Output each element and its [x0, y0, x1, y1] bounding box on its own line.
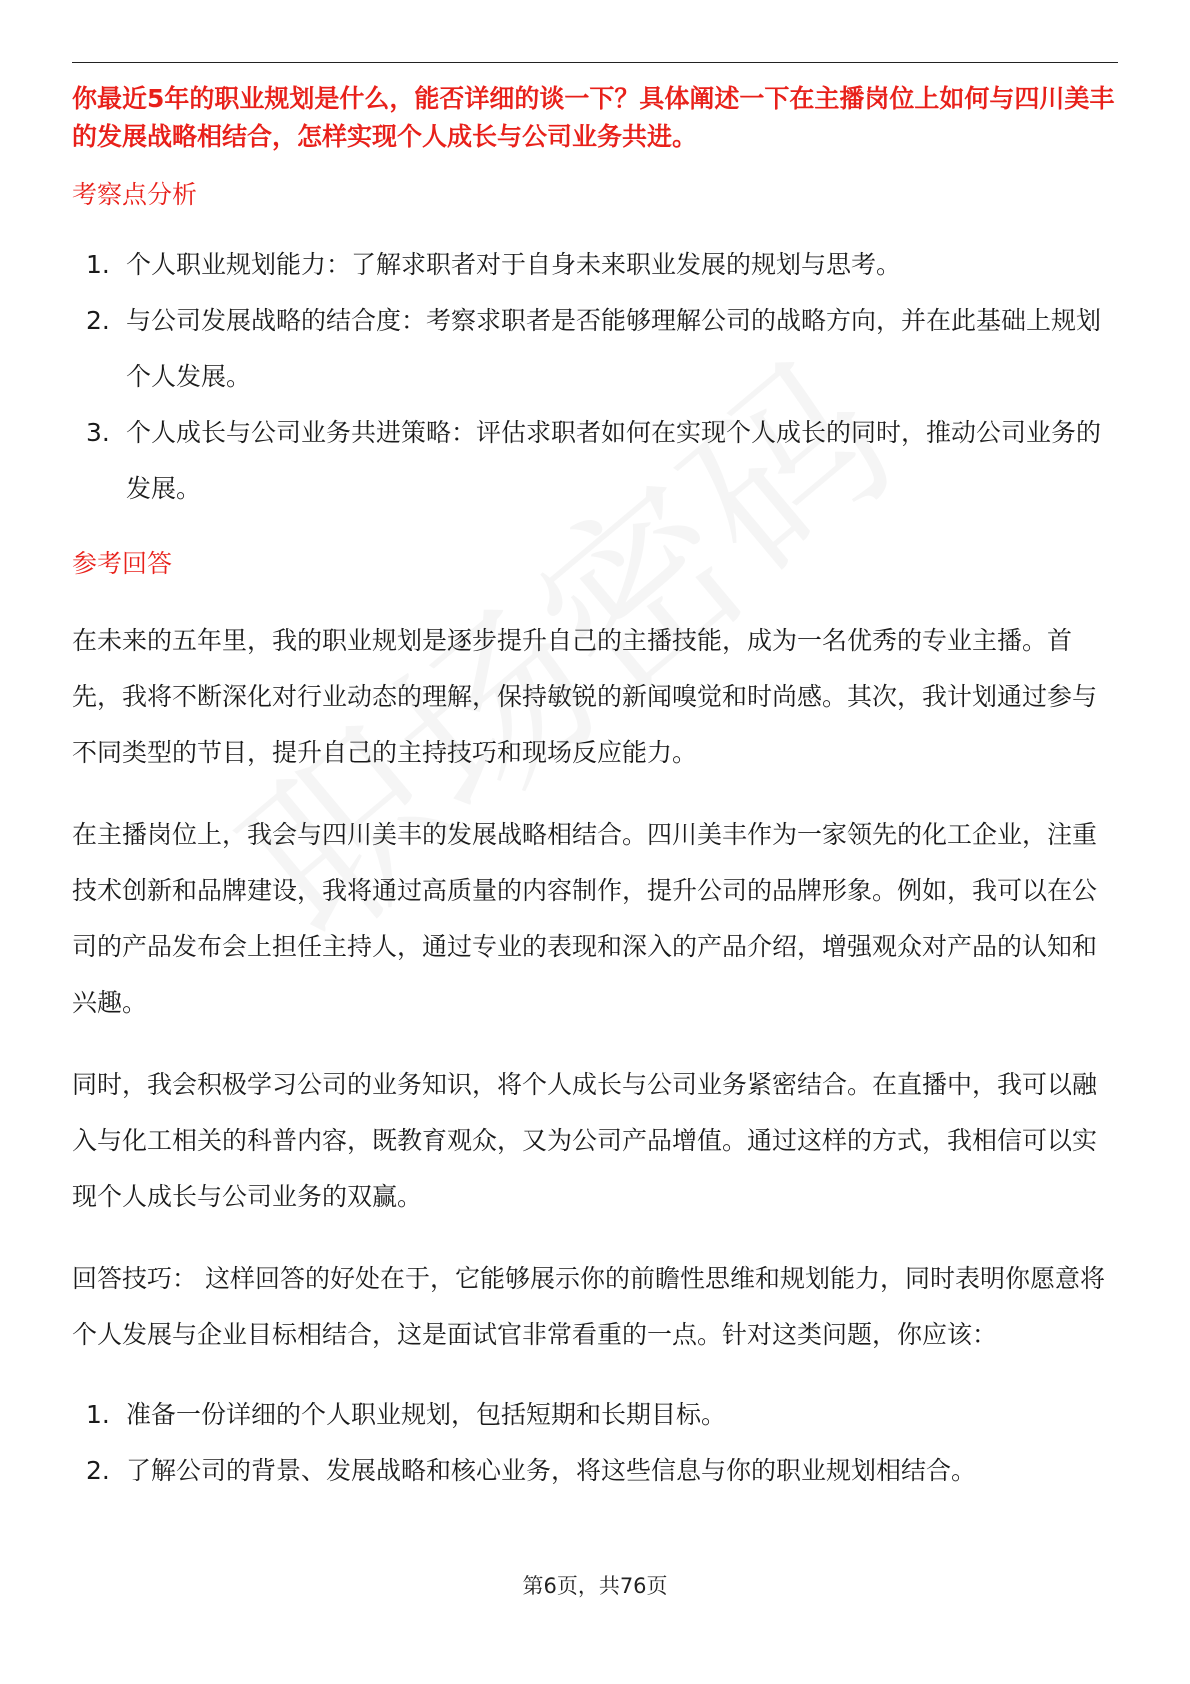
document-body — [72, 80, 1118, 1499]
answer-paragraph: 在主播岗位上，我会与四川美丰的发展战略相结合。四川美丰作为一家领先的化工企业，注重技术创新和品牌建设，我将通过高质量的内容制作，提升公司的品牌形象。例如，我可以在公司的产品发布会上担任主持人，通过专业的表现和深入的产品介绍，增强观众对产品的认知和兴趣。 — [72, 820, 1098, 1017]
list-item — [72, 293, 1118, 405]
answer-paragraph: 同时，我会积极学习公司的业务知识，将个人成长与公司业务紧密结合。在直播中，我可以融入与化工相关的科普内容，既教育观众，又为公司产品增值。通过这样的方式，我相信可以实现个人成长与公司业务的双赢。 — [72, 1070, 1098, 1211]
list-item — [72, 405, 1118, 517]
list-item-text: 准备一份详细的个人职业规划，包括短期和长期目标。 — [126, 1400, 727, 1429]
analysis-section-title: 考察点分析 — [72, 180, 198, 209]
question-heading: 你最近5年的职业规划是什么，能否详细的谈一下？具体阐述一下在主播岗位上如何与四川美丰的发展战略相结合，怎样实现个人成长与公司业务共进。 — [72, 84, 1115, 151]
answer-paragraph: 在未来的五年里，我的职业规划是逐步提升自己的主播技能，成为一名优秀的专业主播。首先，我将不断深化对行业动态的理解，保持敏锐的新闻嗅觉和时尚感。其次，我计划通过参与不同类型的节目，提升自己的主持技巧和现场反应能力。 — [72, 626, 1098, 767]
tips-paragraph: 回答技巧： 这样回答的好处在于，它能够展示你的前瞻性思维和规划能力，同时表明你愿意将个人发展与企业目标相结合，这是面试官非常看重的一点。针对这类问题，你应该： — [72, 1264, 1105, 1349]
tips-list — [72, 1387, 1118, 1499]
list-item-number: 2. — [86, 306, 110, 335]
list-item — [72, 237, 1118, 293]
analysis-list — [72, 237, 1118, 517]
answer-section-title: 参考回答 — [72, 549, 173, 578]
list-item — [72, 1387, 1118, 1443]
list-item — [72, 1443, 1118, 1499]
list-item-text: 个人成长与公司业务共进策略：评估求职者如何在实现个人成长的同时，推动公司业务的发展。 — [126, 418, 1102, 503]
list-item-text: 与公司发展战略的结合度：考察求职者是否能够理解公司的战略方向，并在此基础上规划个人发展。 — [126, 306, 1102, 391]
list-item-number: 3. — [86, 418, 110, 447]
list-item-text: 了解公司的背景、发展战略和核心业务，将这些信息与你的职业规划相结合。 — [126, 1456, 977, 1485]
list-item-text: 个人职业规划能力：了解求职者对于自身未来职业发展的规划与思考。 — [126, 250, 902, 279]
list-item-number: 2. — [86, 1456, 110, 1485]
list-item-number: 1. — [86, 1400, 110, 1429]
list-item-number: 1. — [86, 250, 110, 279]
page-number: 第6页，共76页 — [522, 1574, 668, 1598]
top-divider — [72, 62, 1118, 63]
